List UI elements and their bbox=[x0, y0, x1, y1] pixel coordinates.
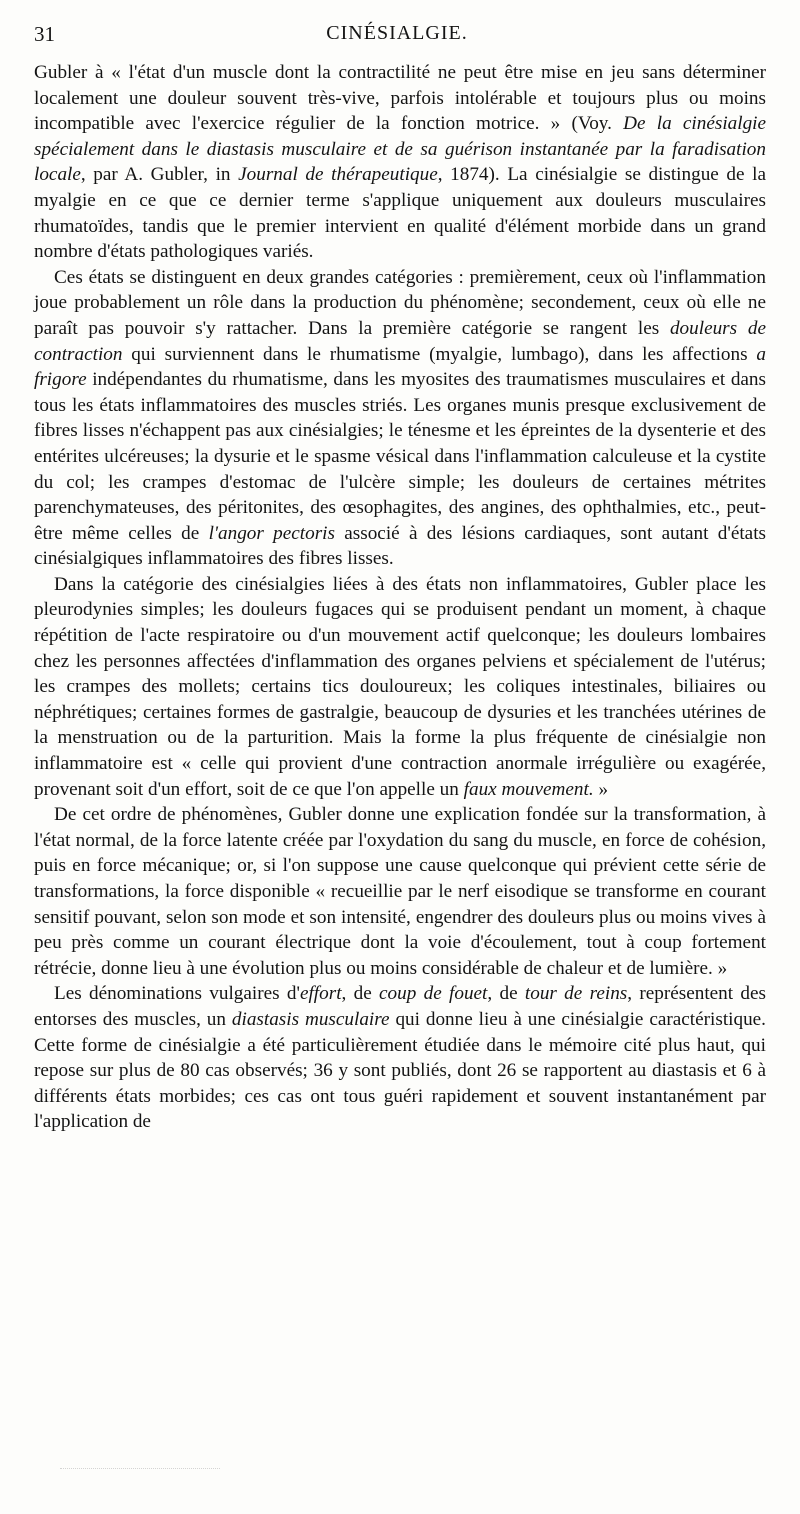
text-run: , de bbox=[487, 983, 525, 1005]
paragraph bbox=[34, 802, 766, 981]
paragraph bbox=[34, 572, 766, 802]
italic-text-run: diastasis musculaire bbox=[231, 1008, 390, 1030]
italic-text-run: l'angor pectoris bbox=[208, 522, 335, 544]
paragraph bbox=[34, 265, 766, 572]
text-run: , 1874). La cinésialgie se distingue de la myalgie en ce que ce dernier terme s'applique uniquement aux douleurs musculaires rhumatoïdes, tandis que le premier intervient en qualité d'élément morbide dans un grand nombre d'états pathologiques variés. bbox=[34, 164, 767, 263]
paragraph bbox=[34, 981, 766, 1135]
text-run: , par A. Gubler, in bbox=[80, 164, 239, 186]
text-run: indépendantes du rhumatisme, dans les myosites des traumatismes musculaires et dans tous les états inflammatoires des muscles striés. Les organes munis presque exclusivement de fibres lisses n'échappent pas aux cinésialgies; le ténesme et les épreintes de la dysenterie et des entérites ulcéreuses; la dysurie et le spasme vésical dans l'inflammation calculeuse et la cystite du col; les crampes d'estomac de l'ulcère simple; les douleurs de certaines métrites parenchymateuses, des péritonites, des œsophagites, des angines, des ophthalmies, etc., peut-être même celles de bbox=[34, 369, 766, 544]
italic-text-run: coup de fouet bbox=[379, 983, 488, 1005]
text-run: Dans la catégorie des cinésialgies liées à des états non inflammatoires, Gubler place les pleurodynies simples; les douleurs fugaces qui se produisent pendant un moment, à chaque répétition de l'acte respiratoire ou d'un mouvement actif quelconque; les douleurs lombaires chez les personnes affectées d'inflammation des organes pelviens et spécialement de l'utérus; les crampes des mollets; certains tics douloureux; les coliques intestinales, biliaires ou néphrétiques; certaines formes de gastralgie, beaucoup de dysuries et les tranchées utérines de la menstruation ou de la parturition. Mais la forme la plus fréquente de cinésialgie non inflammatoire est « celle qui provient d'une contraction anormale irrégulière ou exagérée, provenant soit d'un effort, soit de ce que l'on appelle un bbox=[34, 573, 766, 800]
text-run: Les dénominations vulgaires d' bbox=[54, 983, 300, 1005]
italic-text-run: douleurs de contraction bbox=[34, 317, 766, 365]
text-run: Gubler à « l'état d'un muscle dont la contractilité ne peut être mise en jeu sans déterminer localement une douleur souvent très-vive, parfois intolérable et toujours plus ou moins incompatible avec l'exercice régulier de la fonction motrice. » (Voy. bbox=[34, 62, 766, 135]
text-run: qui donne lieu à une cinésialgie caractéristique. Cette forme de cinésialgie a été particulièrement étudiée dans le mémoire cité plus haut, qui repose sur plus de 80 cas observés; 36 y sont publiés, dont 26 se rapportent au diastasis et 6 à différents états morbides; ces cas ont tous guéri rapidement et souvent instantanément par l'application de bbox=[34, 1008, 766, 1133]
italic-text-run: faux mouvement. bbox=[463, 778, 594, 800]
italic-text-run: a frigore bbox=[34, 343, 766, 391]
text-run: De cet ordre de phénomènes, Gubler donne une explication fondée sur la transformation, à l'état normal, de la force latente créée par l'oxydation du sang du muscle, en force de cohésion, puis en force mécanique; or, si l'on suppose une cause quelconque qui prévient cette série de transformations, la force disponible « recueillie par le nerf eisodique se transforme en courant sensitif pouvant, selon son mode et son intensité, engendrer des douleurs plus ou moins vives à peu près comme un courant électrique dont la voie d'écoulement, tout à coup fortement rétrécie, donne lieu à une évolution plus ou moins considérable de chaleur et de lumière. » bbox=[34, 804, 766, 979]
body-text bbox=[34, 60, 766, 1135]
text-run: » bbox=[593, 778, 609, 800]
paragraph bbox=[34, 60, 766, 265]
text-run: Ces états se distinguent en deux grandes catégories : premièrement, ceux où l'inflammation joue probablement un rôle dans la production du phénomène; secondement, ceux où elle ne paraît pas pouvoir s'y rattacher. Dans la première catégorie se rangent les bbox=[34, 266, 766, 339]
text-run: qui surviennent dans le rhumatisme (myalgie, lumbago), dans les affections bbox=[122, 343, 757, 365]
italic-text-run: De la cinésialgie spécialement dans le diastasis musculaire et de sa guérison instantanée par la faradisation locale bbox=[34, 113, 767, 186]
text-run: , représentent des entorses des muscles, un bbox=[34, 983, 766, 1030]
italic-text-run: effort bbox=[299, 983, 342, 1005]
italic-text-run: tour de reins bbox=[524, 983, 628, 1005]
page-bottom-marks bbox=[60, 1468, 220, 1475]
running-title: CINÉSIALGIE. bbox=[326, 22, 468, 44]
text-run: , de bbox=[341, 983, 380, 1005]
page-header bbox=[34, 22, 760, 50]
italic-text-run: Journal de thérapeutique bbox=[238, 164, 438, 186]
page-number: 31 bbox=[34, 22, 55, 46]
text-run: associé à des lésions cardiaques, sont autant d'états cinésialgiques inflammatoires des fibres lisses. bbox=[34, 522, 766, 570]
